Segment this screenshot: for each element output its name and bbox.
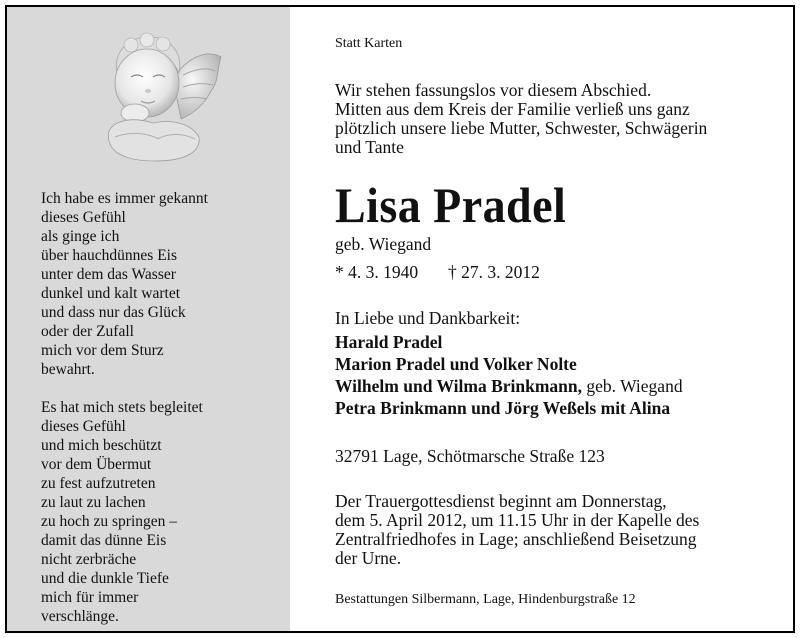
statt-karten-label: Statt Karten [335,36,403,51]
poem-line: bewahrt. [41,361,95,378]
birth-name: geb. Wiegand [335,234,432,254]
poem-line: und dass nur das Glück [41,304,186,321]
service-line: Zentralfriedhofes in Lage; anschließend Beisetzung [335,529,697,549]
mourner-name: Marion Pradel und Volker Nolte [335,354,577,374]
mourner-name: Harald Pradel [335,332,443,352]
mourner-name: Wilhelm und Wilma Brinkmann, [335,376,583,396]
poem-line: dieses Gefühl [41,418,126,435]
poem-line: unter dem das Wasser [41,266,176,283]
service-line: dem 5. April 2012, um 11.15 Uhr in der Kapelle des [335,510,700,530]
poem-line: und die dunkle Tiefe [41,570,169,587]
poem-line: über hauchdünnes Eis [41,247,178,264]
poem-line: zu hoch zu springen – [41,513,178,530]
poem-line: zu fest aufzutreten [41,475,156,492]
mourner-line [335,397,683,419]
funeral-home: Bestattungen Silbermann, Lage, Hindenburgstraße 12 [335,592,636,607]
mourner-birth-name: geb. Wiegand [582,376,683,396]
poem-line: Ich habe es immer gekannt [41,190,208,207]
poem-line: dieses Gefühl [41,209,126,226]
poem-stanza-1 [41,189,286,379]
mourners-list [335,331,683,419]
poem-line: zu laut zu lachen [41,494,146,511]
obituary-notice [5,5,795,633]
poem-line: vor dem Übermut [41,456,152,473]
poem-line: und mich beschützt [41,437,162,454]
mourner-line [335,353,683,375]
intro-text [335,81,707,157]
service-line: der Urne. [335,548,402,568]
birth-date: * 4. 3. 1940 [335,262,419,282]
intro-line: Mitten aus dem Kreis der Familie verließ uns ganz [335,99,690,119]
poem-line: damit das dünne Eis [41,532,167,549]
poem-line: mich vor dem Sturz [41,342,164,359]
service-text [335,492,699,568]
service-line: Der Trauergottesdienst beginnt am Donnerstag, [335,491,667,511]
intro-line: Wir stehen fassungslos vor diesem Abschied. [335,80,652,100]
deceased-name: Lisa Pradel [335,177,567,233]
mourner-line [335,375,683,397]
poem-line: Es hat mich stets begleitet [41,399,203,416]
mourners-heading: In Liebe und Dankbarkeit: [335,308,521,328]
intro-line: plötzlich unsere liebe Mutter, Schwester, Schwägerin [335,118,708,138]
poem-line: dunkel und kalt wartet [41,285,181,302]
address: 32791 Lage, Schötmarsche Straße 123 [335,446,605,466]
death-date: † 27. 3. 2012 [448,262,540,282]
poem-line: nicht zerbräche [41,551,137,568]
poem-stanza-2 [41,398,286,626]
poem-line: als ginge ich [41,228,120,245]
intro-line: und Tante [335,137,404,157]
poem [41,189,286,626]
mourner-name: Petra Brinkmann und Jörg Weßels mit Alina [335,398,671,418]
poem-line: verschlänge. [41,608,119,625]
cherub-angel-icon [95,27,225,167]
poem-line: oder der Zufall [41,323,134,340]
poem-line: mich für immer [41,589,139,606]
poem-sidebar [7,7,290,631]
mourner-line [335,331,683,353]
